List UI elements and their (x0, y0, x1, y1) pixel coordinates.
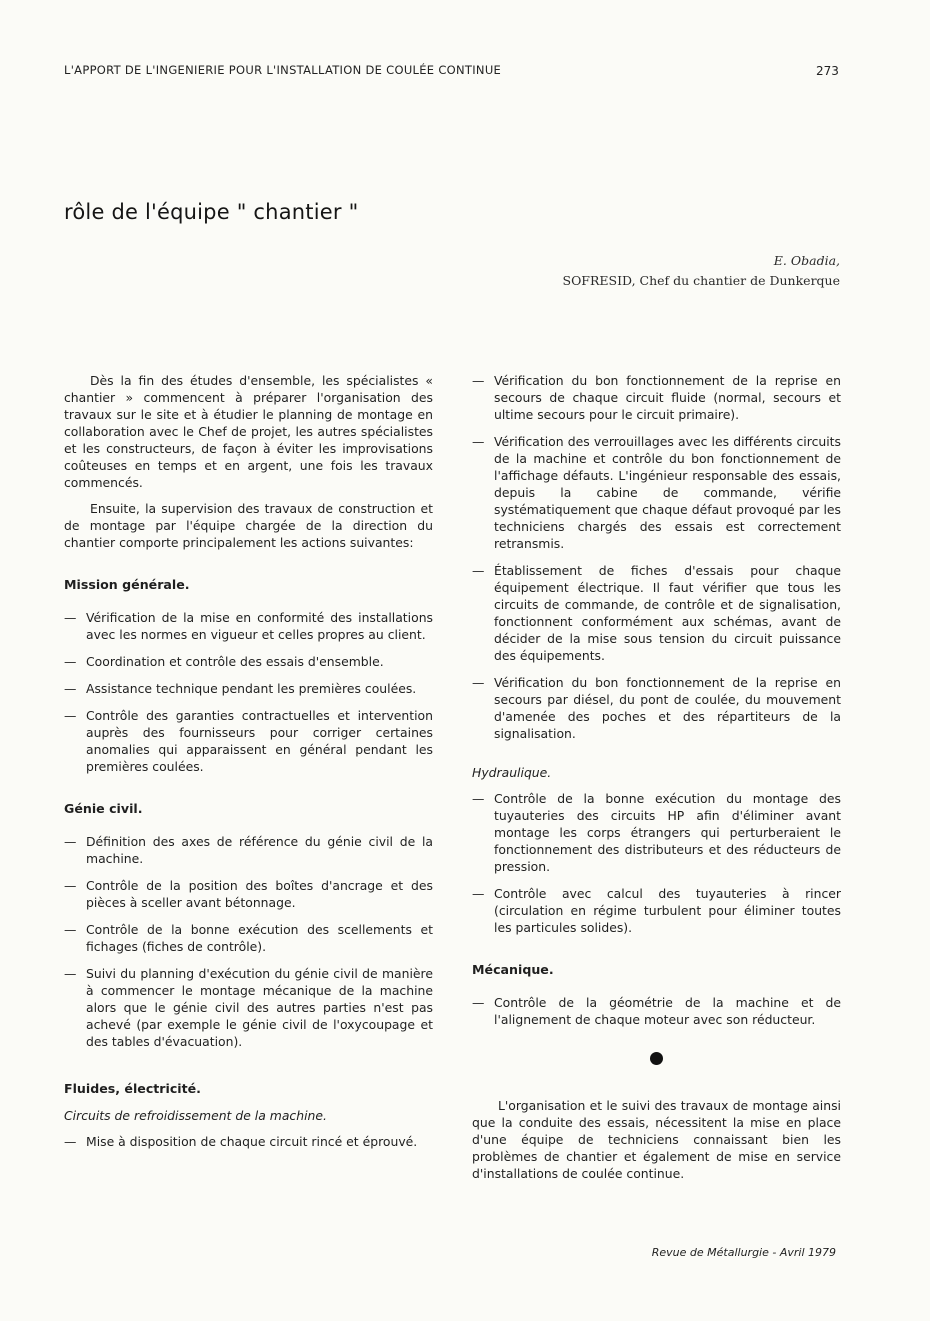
list-item-text: Contrôle de la position des boîtes d'ancrage et des pièces à sceller avant bétonnage. (86, 878, 433, 910)
list-item-text: Coordination et contrôle des essais d'ensemble. (86, 654, 384, 669)
list-item-text: Définition des axes de référence du génie civil de la machine. (86, 834, 433, 866)
dash-marker: — (472, 373, 485, 388)
list-item (472, 372, 841, 423)
intro-paragraph: Ensuite, la supervision des travaux de construction et de montage par l'équipe chargée de la direction du chantier comporte principalement les actions suivantes: (64, 501, 433, 550)
list-item (472, 885, 841, 936)
author-name: E. Obadia, (773, 253, 840, 268)
dash-marker: — (64, 878, 77, 893)
bullet-separator (650, 1052, 663, 1065)
dash-marker: — (64, 834, 77, 849)
list-item-text: Vérification du bon fonctionnement de la reprise en secours de chaque circuit fluide (normal, secours et ultime secours pour le circuit primaire). (494, 373, 841, 422)
conclusion-paragraph: L'organisation et le suivi des travaux de montage ainsi que la conduite des essais, nécessitent la mise en place d'une équipe de techniciens connaissant bien les problèmes de chantier et également de mise en service d'installations de coulée continue. (472, 1098, 841, 1181)
author-block (563, 251, 841, 291)
list-item-text: Vérification du bon fonctionnement de la reprise en secours par diésel, du pont de coulée, du mouvement d'amenée des poches et des répartiteurs de la signalisation. (494, 675, 841, 741)
list-item (64, 1133, 433, 1150)
list-item (472, 674, 841, 742)
dash-marker: — (472, 563, 485, 578)
list-item-text: Assistance technique pendant les premières coulées. (86, 681, 417, 696)
dash-marker: — (64, 681, 77, 696)
section-heading-mission-generale: Mission générale. (64, 577, 190, 592)
list-item (64, 965, 433, 1050)
list-item-text: Vérification des verrouillages avec les différents circuits de la machine et contrôle du bon fonctionnement de l'affichage défauts. L'ingénieur responsable des essais, depuis la cabine de commande, vérifie systématiquement que chaque défaut provoqué par les techniciens chargés des essais est correctement retransmis. (494, 434, 841, 551)
list-item (472, 994, 841, 1028)
list-item-text: Contrôle de la bonne exécution des scellements et fichages (fiches de contrôle). (86, 922, 433, 954)
list-item (472, 433, 841, 552)
list-item-text: Établissement de fiches d'essais pour chaque équipement électrique. Il faut vérifier que tous les circuits de commande, de contrôle et de signalisation, fonctionnent conformément aux schémas, avant de décider de la mise sous tension du circuit puissance des équipements. (494, 563, 841, 663)
page-number: 273 (816, 64, 839, 78)
section-heading-genie-civil: Génie civil. (64, 801, 143, 816)
list-item-text: Contrôle de la bonne exécution du montage des tuyauteries des circuits HP afin d'éliminer avant montage les corps étrangers qui perturberaient le fonctionnement des distributeurs et des réducteurs de pression. (494, 791, 841, 874)
dash-marker: — (472, 995, 485, 1010)
list-item-text: Vérification de la mise en conformité des installations avec les normes en vigueur et celles propres au client. (86, 610, 433, 642)
subsection-heading-circuits: Circuits de refroidissement de la machine. (64, 1108, 327, 1123)
footer-journal: Revue de Métallurgie - Avril 1979 (651, 1246, 836, 1259)
list-item-text: Contrôle avec calcul des tuyauteries à rincer (circulation en régime turbulent pour éliminer toutes les particules solides). (494, 886, 841, 935)
right-column (472, 372, 841, 1191)
dash-marker: — (472, 886, 485, 901)
dash-marker: — (64, 1134, 77, 1149)
dash-marker: — (64, 966, 77, 981)
section-heading-mecanique: Mécanique. (472, 962, 554, 977)
list-item (64, 707, 433, 775)
section-heading-fluides: Fluides, électricité. (64, 1081, 201, 1096)
subsection-heading-hydraulique: Hydraulique. (472, 765, 552, 780)
list-item-text: Suivi du planning d'exécution du génie civil de manière à commencer le montage mécanique de la machine alors que le génie civil des autres parties n'est pas achevé (par exemple le génie civil de l'oxycoupage et des tables d'évacuation). (86, 966, 433, 1049)
list-item (64, 921, 433, 955)
dash-marker: — (472, 675, 485, 690)
list-item (64, 877, 433, 911)
list-item-text: Contrôle de la géométrie de la machine et de l'alignement de chaque moteur avec son réducteur. (494, 995, 841, 1027)
dash-marker: — (64, 610, 77, 625)
list-item (64, 680, 433, 697)
dash-marker: — (472, 434, 485, 449)
intro-paragraph: Dès la fin des études d'ensemble, les spécialistes « chantier » commencent à préparer l'organisation des travaux sur le site et à étudier le planning de montage en collaboration avec le Chef de projet, les autres spécialistes et les constructeurs, de façon à éviter les improvisations coûteuses en temps et en argent, une fois les travaux commencés. (64, 373, 433, 490)
dash-marker: — (472, 791, 485, 806)
list-item-text: Mise à disposition de chaque circuit rincé et éprouvé. (86, 1134, 418, 1149)
article-title: rôle de l'équipe " chantier " (64, 200, 359, 224)
list-item (472, 790, 841, 875)
list-item (64, 609, 433, 643)
running-header: L'APPORT DE L'INGENIERIE POUR L'INSTALLATION DE COULÉE CONTINUE (64, 63, 502, 77)
list-item-text: Contrôle des garanties contractuelles et intervention auprès des fournisseurs pour corriger certaines anomalies qui apparaissent en général pendant les premières coulées. (86, 708, 433, 774)
dash-marker: — (64, 922, 77, 937)
author-affiliation: SOFRESID, Chef du chantier de Dunkerque (562, 273, 840, 288)
dash-marker: — (64, 654, 77, 669)
list-item (64, 833, 433, 867)
dash-marker: — (64, 708, 77, 723)
list-item (472, 562, 841, 664)
list-item (64, 653, 433, 670)
left-column (64, 372, 433, 1160)
